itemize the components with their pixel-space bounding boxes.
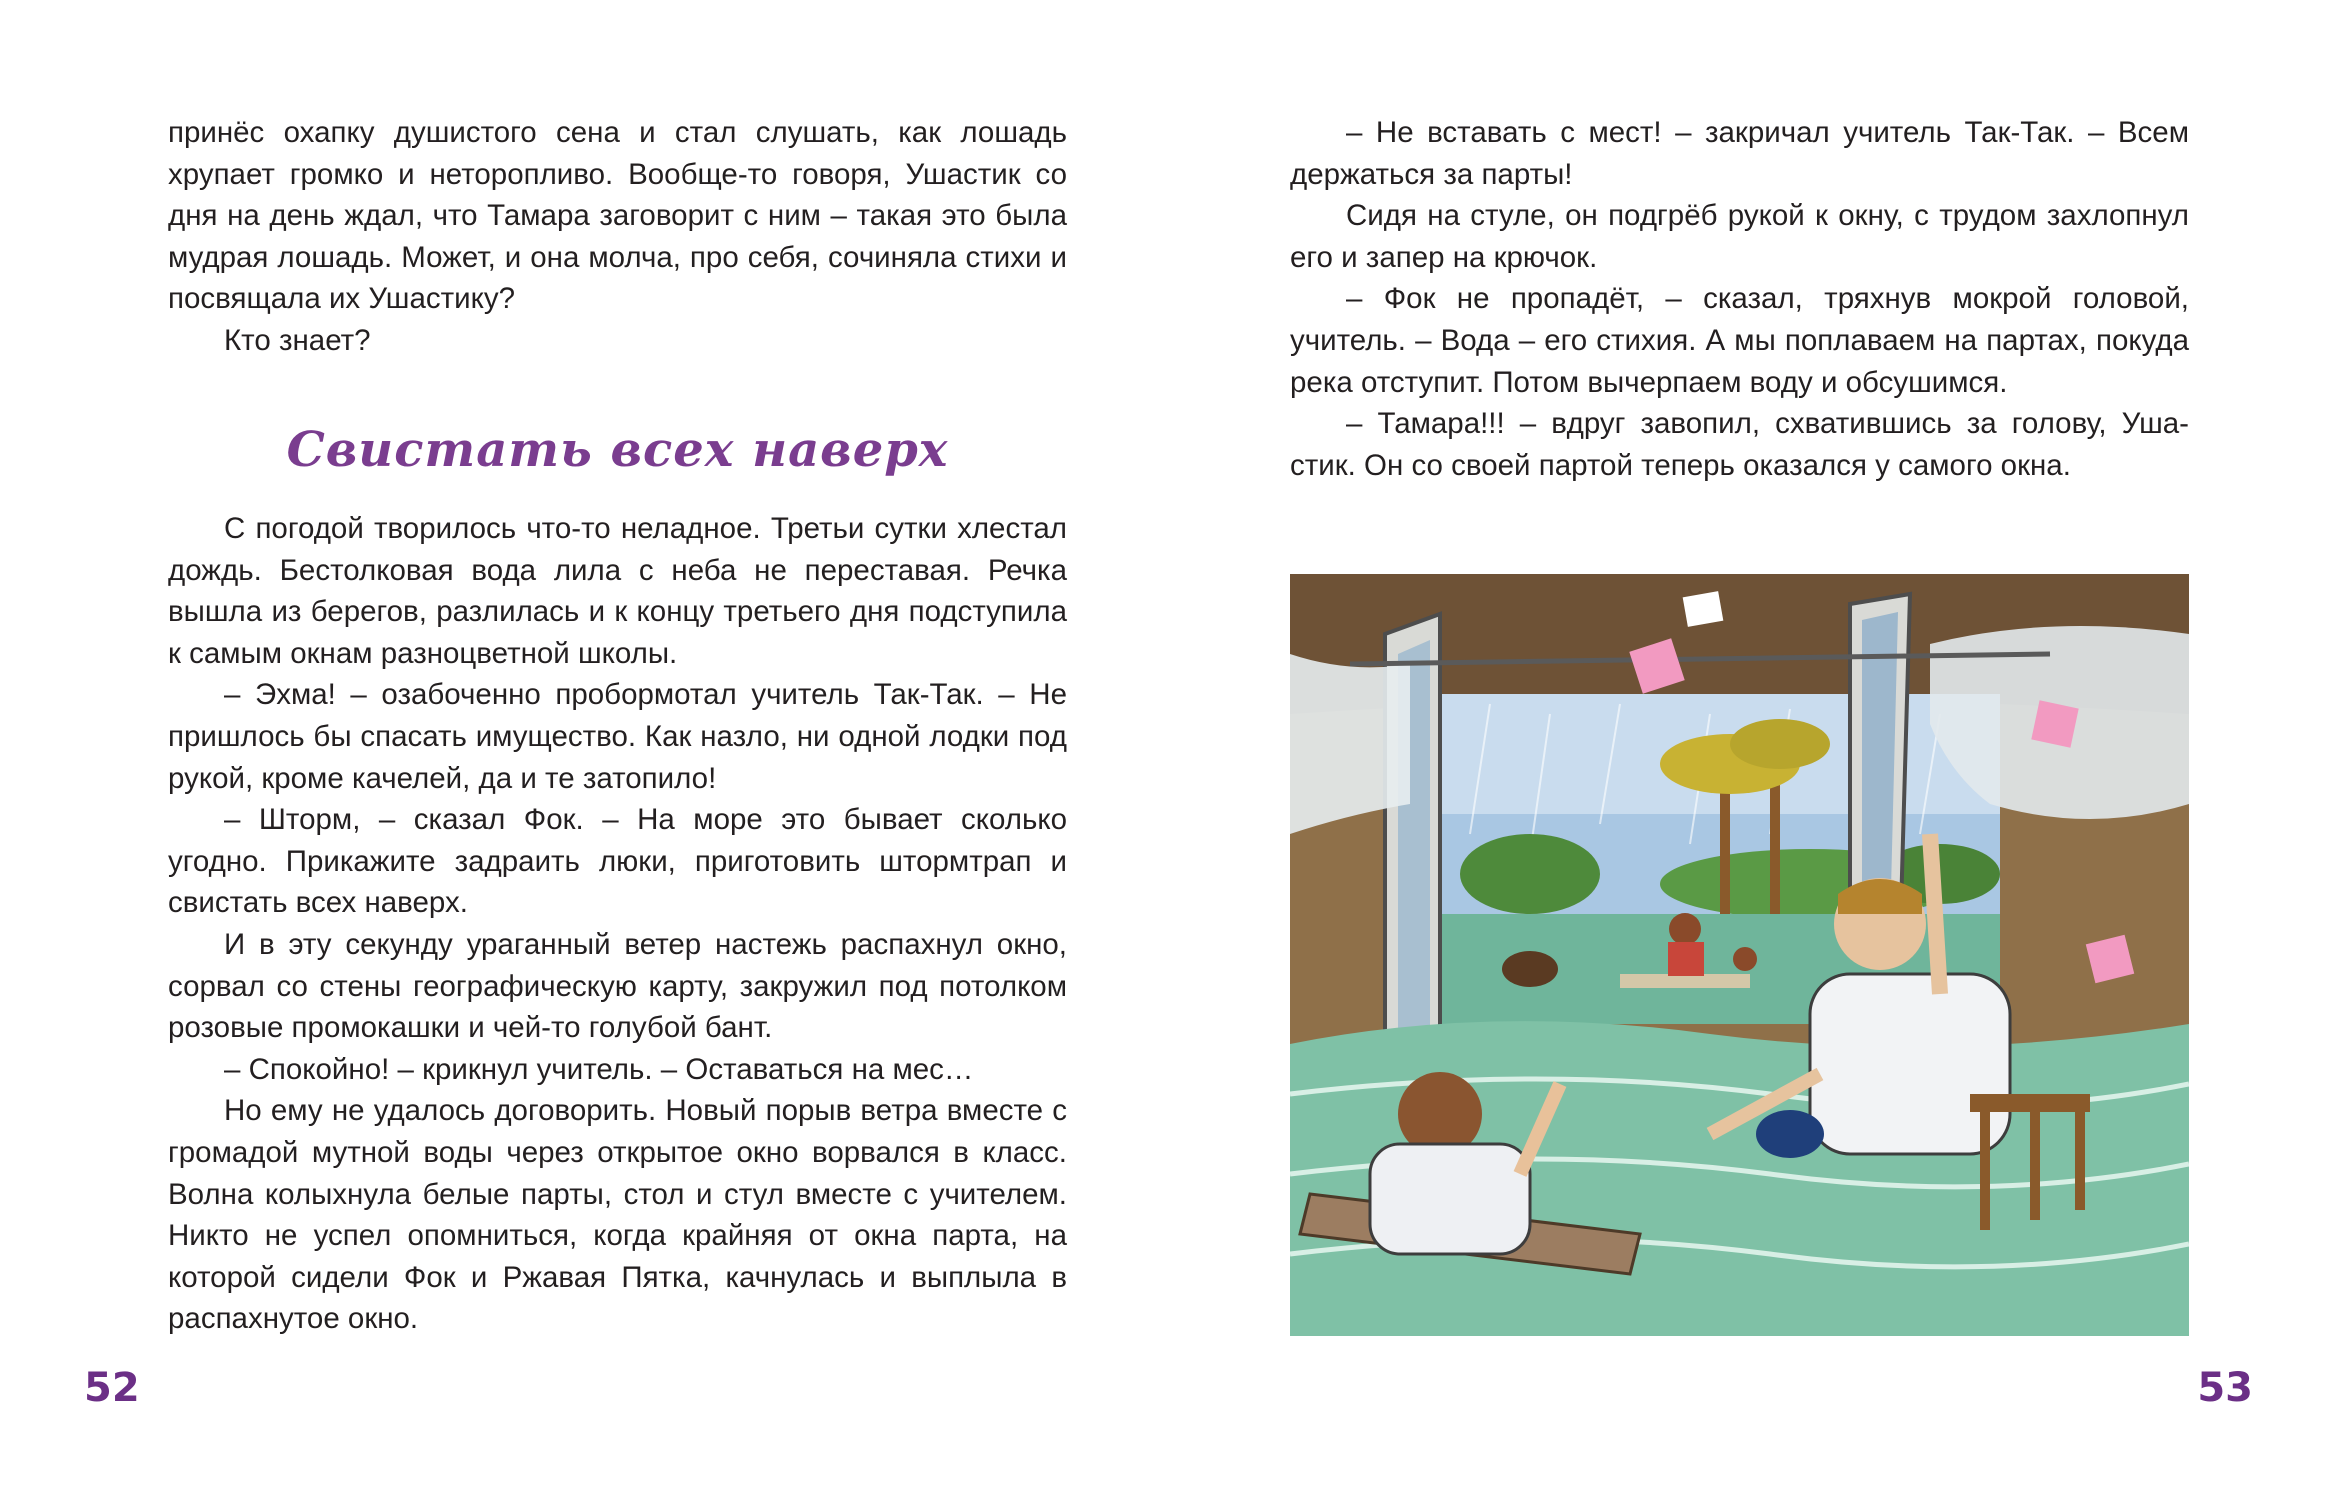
- paragraph: И в эту секунду ураганный ветер настежь распахнул окно, сорвал со стены географическую карту, закружил под потолком розовые промокашки и чей-то голубой бант.: [168, 927, 1067, 1045]
- chapter-title: Свистать всех наверх: [286, 422, 949, 478]
- right-top-text: [1290, 112, 2189, 486]
- page-number-left: 52: [84, 1365, 140, 1411]
- left-page: [0, 0, 1171, 1500]
- paragraph: Но ему не удалось договорить. Новый порыв ветра вместе с громадой мутной воды через открытое окно ворвался в класс. Волна колыхнула белые парты, стол и стул вместе с учителем. Никто не успел опомниться, когда крайняя от окна парта, на которой сидели Фок и Ржавая Пятка, качнулась и выплыла в распахнутое окно.: [168, 1094, 1067, 1336]
- flooded-classroom-illustration: [1290, 574, 2189, 1336]
- paragraph: – Спокойно! – крикнул учитель. – Оставаться на мес…: [224, 1052, 974, 1086]
- page-number-right: 53: [2197, 1365, 2253, 1411]
- paragraph: – Не вставать с мест! – закричал учитель Так-Так. – Всем держаться за парты!: [1290, 116, 2189, 191]
- paragraph: – Фок не пропадёт, – сказал, тряхнув мокрой головой, учитель. – Вода – его стихия. А мы поплаваем на партах, покуда река отступит. Потом вычерпаем воду и обсушимся.: [1290, 282, 2189, 399]
- paragraph: Кто знает?: [224, 323, 371, 357]
- paragraph: – Шторм, – сказал Фок. – На море это бывает сколько угодно. Прикажите задраить люки, приготовить штормтрап и свистать всех наверх.: [168, 803, 1067, 920]
- paragraph: – Тамара!!! – вдруг завопил, схватившись за голову, Ушастик. Он со своей партой теперь оказался у самого окна.: [1290, 407, 2189, 482]
- paragraph: С погодой творилось что-то неладное. Третьи сутки хлестал дождь. Бестолковая вода лила с неба не переставая. Речка вышла из берегов, разлилась и к концу третьего дня подступила к самым окнам разноцветной школы.: [168, 512, 1067, 670]
- paragraph: Сидя на стуле, он подгрёб рукой к окну, с трудом захлопнул его и запер на крючок.: [1290, 199, 2189, 274]
- left-body-text: [168, 508, 1067, 1340]
- paragraph: – Эхма! – озабоченно пробормотал учитель Так-Так. – Не пришлось бы спасать имущество. Как назло, ни одной лодки под рукой, кроме качелей, да и те затопило!: [168, 678, 1067, 795]
- paragraph: принёс охапку душистого сена и стал слушать, как лошадь хрупает громко и неторопливо. Вообще-то говоря, Ушастик со дня на день ждал, что Тамара заговорит с ним – такая это была мудрая лошадь. Может, и она молча, про себя, сочиняла стихи и посвящала их Ушастику?: [168, 116, 1067, 316]
- left-top-text: [168, 112, 1067, 362]
- right-page: [1172, 0, 2343, 1500]
